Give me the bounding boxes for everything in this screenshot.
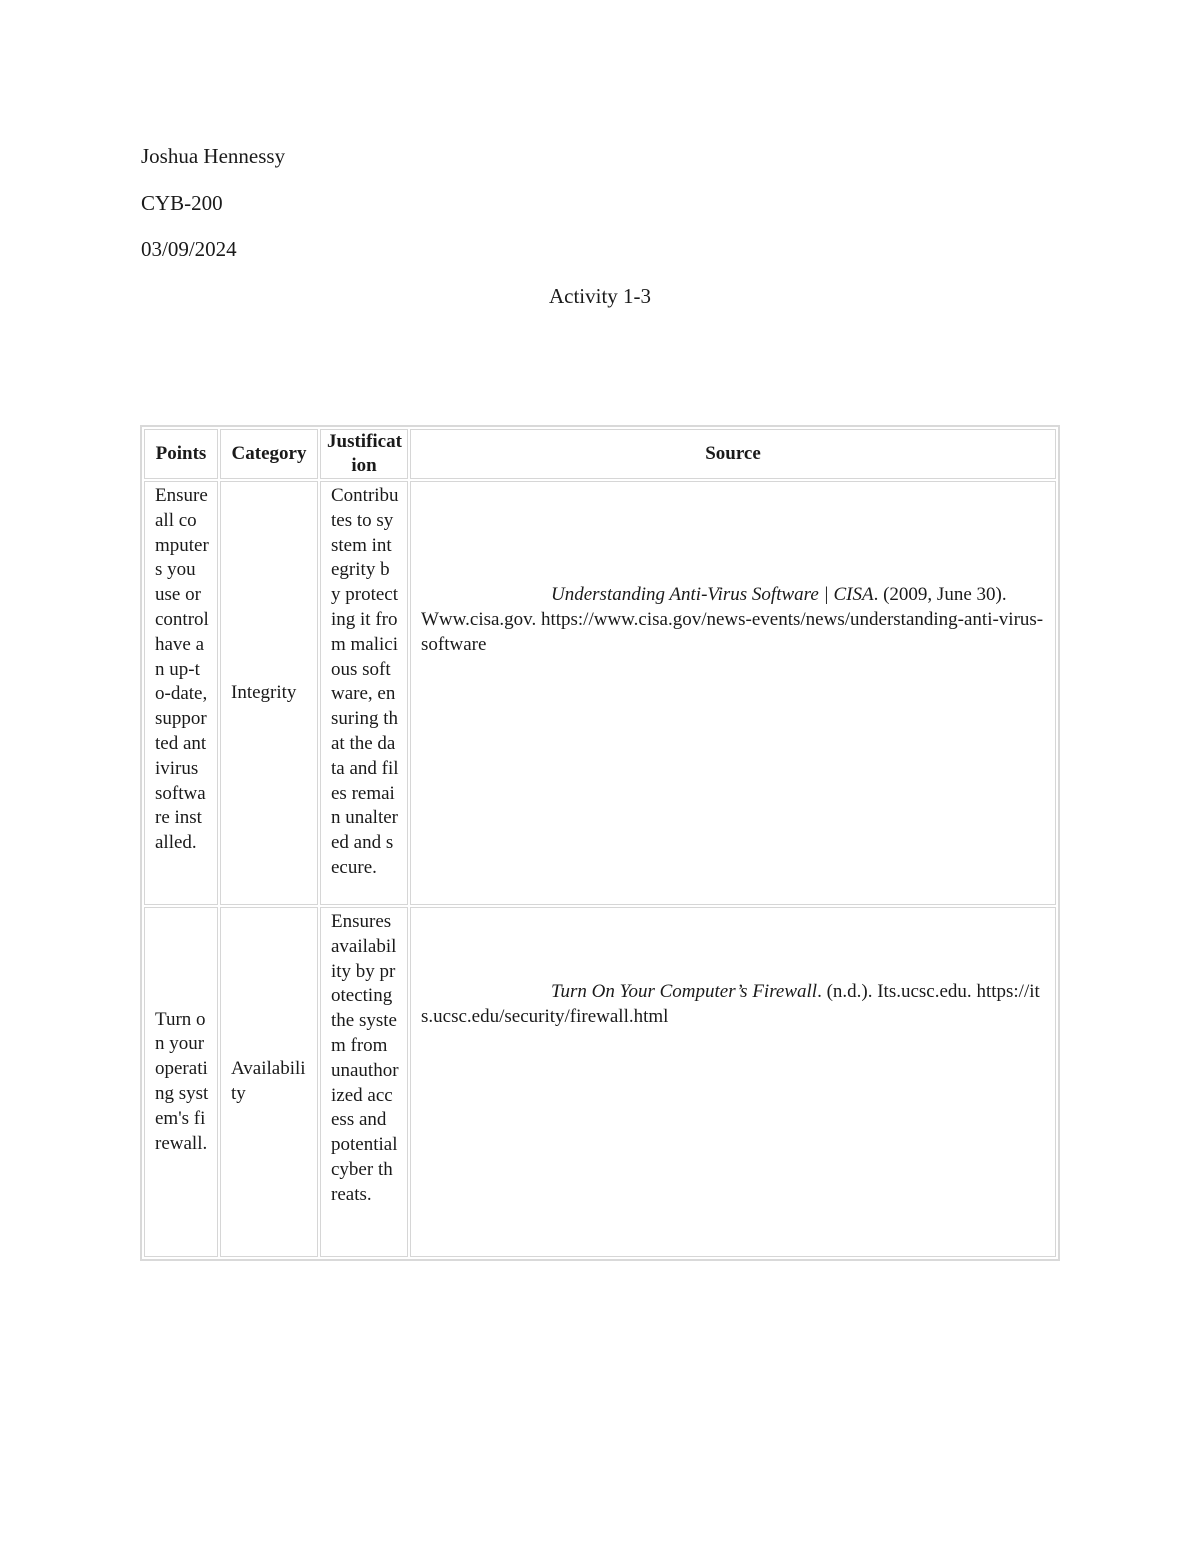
source-citation: . (n.d.). Its.ucsc.edu. <box>817 981 972 1002</box>
author-name: Joshua Hennessy <box>141 144 286 168</box>
justification-cell: Ensures availability by protecting the system from unauthorized access and potential cyber threats. <box>320 907 408 1257</box>
document-date: 03/09/2024 <box>141 237 237 261</box>
source-title: Understanding Anti-Virus Software | CISA <box>551 584 874 605</box>
course-code: CYB-200 <box>141 191 223 215</box>
table-header-row <box>144 429 1056 479</box>
category-cell: Integrity <box>220 481 318 905</box>
header-source: Source <box>410 429 1056 479</box>
justification-cell: Contributes to system integrity by protecting it from malicious software, ensuring that the data and files remain unaltered and secure. <box>320 481 408 905</box>
category-cell: Availability <box>220 907 318 1257</box>
activity-table <box>140 425 1060 1261</box>
source-cell <box>410 481 1056 905</box>
source-url[interactable]: https://www.cisa.gov/news-events/news/understanding-anti-virus-software <box>421 608 1044 655</box>
points-cell: Turn on your operating system's firewall. <box>144 907 218 1257</box>
source-cell <box>410 907 1056 1257</box>
source-title: Turn On Your Computer’s Firewall <box>551 981 818 1002</box>
points-cell: Ensure all computers you use or control have an up-to-date, supported antivirus software installed. <box>144 481 218 905</box>
document-title: Activity 1-3 <box>548 284 652 308</box>
table-row <box>144 907 1056 1257</box>
header-points: Points <box>144 429 218 479</box>
header-justification: Justificat ion <box>320 429 408 479</box>
header-category: Category <box>220 429 318 479</box>
table-row <box>144 481 1056 905</box>
source-url[interactable]: https://its.ucsc.edu/security/firewall.html <box>421 981 1040 1027</box>
source-citation: . (2009, June 30). Www.cisa.gov. <box>421 584 1007 630</box>
